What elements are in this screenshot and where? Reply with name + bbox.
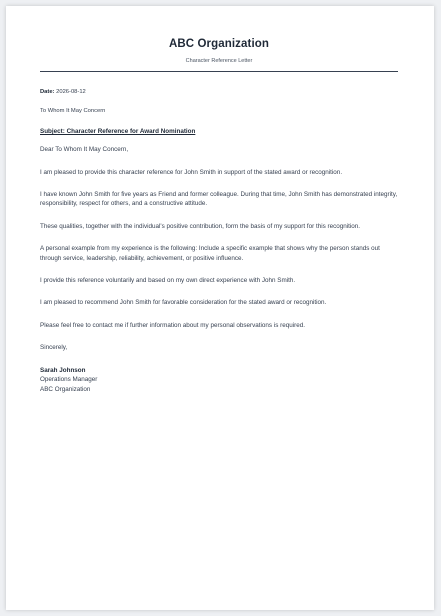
organization-title: ABC Organization	[169, 38, 269, 50]
body-paragraph: I am pleased to provide this character reference for John Smith in support of the stated award or recognition.	[40, 168, 343, 176]
date-label: Date:	[40, 89, 55, 95]
date-line	[40, 88, 398, 97]
signer-organization: ABC Organization	[40, 385, 91, 393]
signer-title: Operations Manager	[40, 376, 98, 384]
closing: Sincerely,	[40, 344, 68, 352]
body-paragraph: I provide this reference voluntarily and based on my own direct experience with John Smith.	[40, 277, 296, 285]
letter-header	[40, 38, 398, 64]
letter-page	[6, 6, 434, 610]
body-paragraph: A personal example from my experience is the following: Include a specific example that shows why the person stands out through service, leadership, reliability, achievement, or positive influence.	[40, 245, 380, 262]
header-divider	[40, 71, 398, 72]
date-value: 2026-08-12	[56, 89, 86, 95]
body-paragraph: I have known John Smith for five years as Friend and former colleague. During that time, John Smith has demonstrated integrity, responsibility, respect for others, and a constructive attitude.	[40, 191, 398, 208]
letter-body	[40, 88, 398, 394]
recipient: To Whom It May Concern	[40, 108, 106, 115]
body-paragraph: I am pleased to recommend John Smith for favorable consideration for the stated award or recognition.	[40, 299, 327, 307]
salutation: Dear To Whom It May Concern,	[40, 146, 129, 154]
body-paragraph: Please feel free to contact me if further information about my personal observations is required.	[40, 321, 305, 329]
signer-name: Sarah Johnson	[40, 366, 86, 374]
body-paragraph: These qualities, together with the individual's positive contribution, form the basis of my support for this recognition.	[40, 222, 361, 230]
subject-line: Subject: Character Reference for Award Nomination	[40, 127, 196, 135]
document-subtitle: Character Reference Letter	[185, 58, 253, 64]
signature-block	[40, 366, 398, 394]
